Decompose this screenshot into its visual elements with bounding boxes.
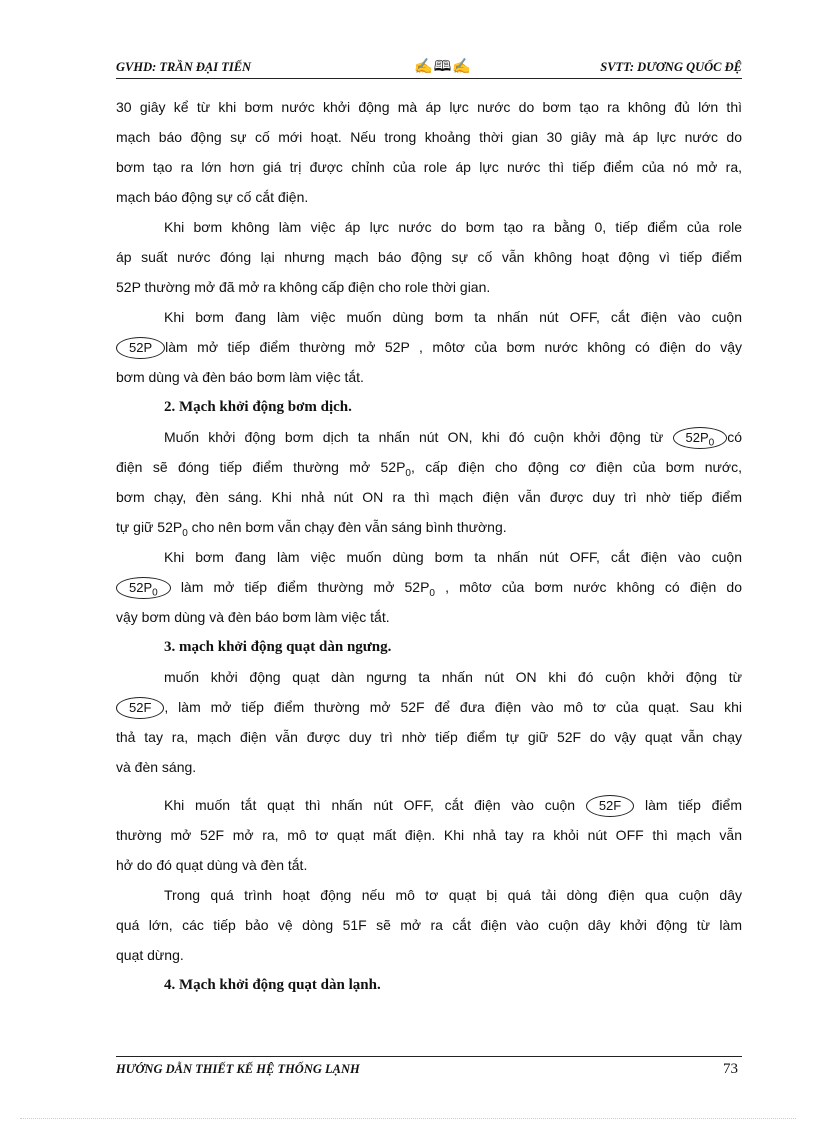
text-line: Khi bơm không làm việc áp lực nước do bơm tạo ra bằng 0, tiếp điểm của role <box>164 219 742 235</box>
page-edge-divider <box>20 1118 796 1119</box>
text-line: quá lớn, các tiếp bảo vệ dòng 51F sẽ mở ra cắt điện vào cuộn dây khởi động từ làm <box>116 917 742 933</box>
coil-52f: 52F <box>586 795 634 817</box>
text-line: hở do đó quạt dùng và đèn tắt. <box>116 857 308 873</box>
text-line: mạch báo động sự cố mới hoạt. Nếu trong khoảng thời gian 30 giây mà áp lực nước do <box>116 129 742 145</box>
header-student: SVTT: DƯƠNG QUỐC ĐỆ <box>600 60 742 74</box>
text-line: và đèn sáng. <box>116 759 197 775</box>
text-line: bơm dùng và đèn báo bơm làm việc tắt. <box>116 369 364 385</box>
text-line: 52F , làm mở tiếp điểm thường mở 52F để đưa điện vào mô tơ của quạt. Sau khi <box>116 692 742 722</box>
text-line: vậy bơm dùng và đèn báo bơm làm việc tắt. <box>116 609 390 625</box>
text-line: muốn khởi động quạt dàn ngưng ta nhấn nút ON khi đó cuộn khởi động từ <box>164 669 742 685</box>
coil-52p0: $52P_0$ <box>673 427 728 449</box>
text-line: Trong quá trình hoạt động nếu mô tơ quạt bị quá tải dòng điện qua cuộn dây <box>164 887 742 903</box>
coil-52p: 52P <box>116 337 165 359</box>
text-line: điện sẽ đóng tiếp điểm thường mở $52P_0$, cấp điện cho động cơ điện của bơm nước, <box>116 459 742 479</box>
text-line: Khi muốn tắt quạt thì nhấn nút OFF, cắt điện vào cuộn 52F làm tiếp điểm <box>116 790 742 820</box>
text-line: áp suất nước đóng lại nhưng mạch báo động sự cố vẫn không hoạt động vì tiếp điểm <box>116 249 742 265</box>
text-line: mạch báo động sự cố cắt điện. <box>116 189 309 205</box>
text-line: thường mở 52F mở ra, mô tơ quạt mất điện. Khi nhả tay ra khỏi nút OFF thì mạch vẫn <box>116 827 742 843</box>
document-body <box>116 92 742 1000</box>
header-rule <box>116 78 742 79</box>
header-advisor: GVHD: TRẦN ĐẠI TIẾN <box>116 60 252 74</box>
section-heading-2: 2. Mạch khởi động bơm dịch. <box>164 399 352 415</box>
text-line: quạt dừng. <box>116 947 184 963</box>
text-line: 30 giây kể từ khi bơm nước khởi động mà áp lực nước do bơm tạo ra không đủ lớn thì <box>116 99 742 115</box>
coil-52p0: $52P_0$ <box>116 577 171 599</box>
page-footer <box>116 1056 742 1082</box>
text-line: 52P thường mở đã mở ra không cấp điện cho role thời gian. <box>116 279 491 295</box>
header-ornament-icon: ✍🕮✍ <box>414 59 473 75</box>
page-number: 73 <box>723 1061 738 1077</box>
footer-rule <box>116 1056 742 1057</box>
text-line: bơm tạo ra lớn hơn giá trị được chỉnh của role áp lực nước thì tiếp điểm của nó mở ra, <box>116 159 742 175</box>
text-line: Khi bơm đang làm việc muốn dùng bơm ta nhấn nút OFF, cắt điện vào cuộn <box>164 309 742 325</box>
text-line: bơm chạy, đèn sáng. Khi nhả nút ON ra thì mạch điện vẫn được duy trì nhờ tiếp điểm <box>116 489 742 505</box>
text-line: Muốn khởi động bơm dịch ta nhấn nút ON, khi đó cuộn khởi động từ $52P_0$ có <box>164 429 742 449</box>
page-header <box>116 56 742 78</box>
text-line: 52P làm mở tiếp điểm thường mở 52P , môtơ của bơm nước không có điện do vậy <box>116 332 742 362</box>
text-line: tự giữ $52P_0$ cho nên bơm vẫn chạy đèn vẫn sáng bình thường. <box>116 519 507 539</box>
text-line: thả tay ra, mạch điện vẫn được duy trì nhờ tiếp điểm tự giữ 52F do vậy quạt vẫn chạy <box>116 729 742 745</box>
footer-title: HƯỚNG DẪN THIẾT KẾ HỆ THỐNG LẠNH <box>116 1062 360 1076</box>
text-line: $52P_0$ làm mở tiếp điểm thường mở $52P_0$ , môtơ của bơm nước không có điện do <box>116 572 742 602</box>
section-heading-4: 4. Mạch khởi động quạt dàn lạnh. <box>164 977 381 993</box>
section-heading-3: 3. mạch khởi động quạt dàn ngưng. <box>164 639 392 655</box>
text-line: Khi bơm đang làm việc muốn dùng bơm ta nhấn nút OFF, cắt điện vào cuộn <box>164 549 742 565</box>
coil-52f: 52F <box>116 697 164 719</box>
